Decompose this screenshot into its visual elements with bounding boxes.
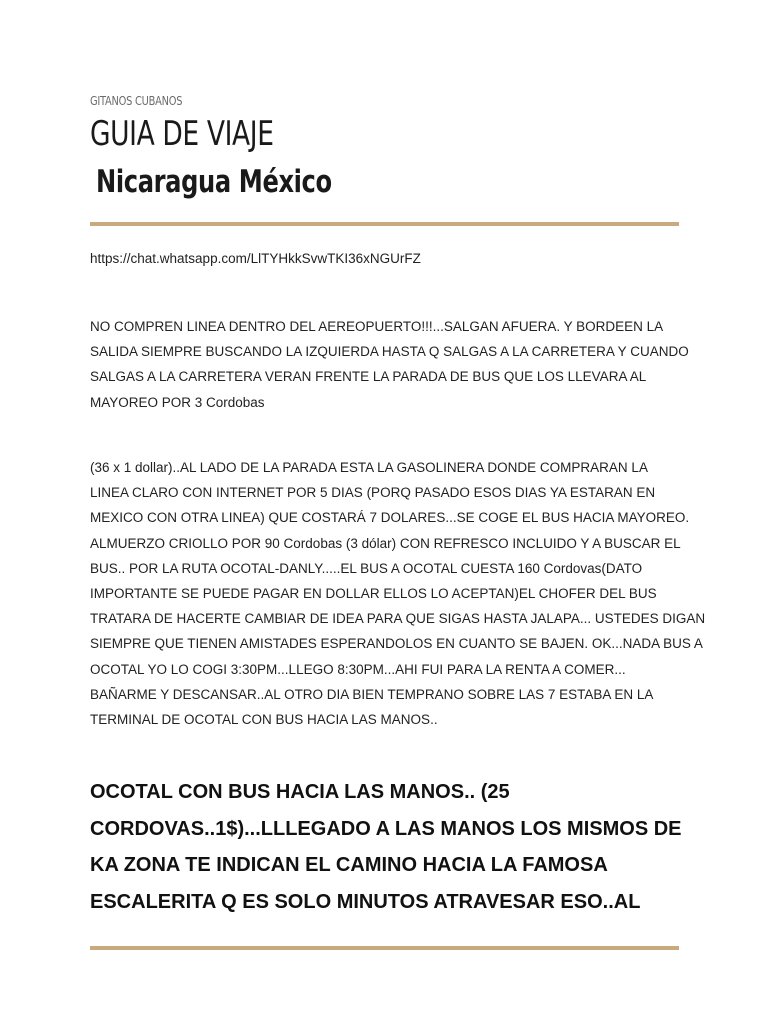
paragraph-2-line: SIEMPRE QUE TIENEN AMISTADES ESPERANDOLOS EN CUANTO SE BAJEN. OK...NADA BUS A xyxy=(90,636,703,652)
top-divider xyxy=(90,222,679,226)
whatsapp-link[interactable]: https://chat.whatsapp.com/LlTYHkkSvwTKI36xNGUrFZ xyxy=(90,251,421,266)
paragraph-2-line: LINEA CLARO CON INTERNET POR 5 DIAS (PORQ PASADO ESOS DIAS YA ESTARAN EN xyxy=(90,485,656,501)
paragraph-2-line: (36 x 1 dollar)..AL LADO DE LA PARADA ESTA LA GASOLINERA DONDE COMPRARAN LA xyxy=(90,460,648,475)
paragraph-1-line: SALGAS A LA CARRETERA VERAN FRENTE LA PARADA DE BUS QUE LOS LLEVARA AL xyxy=(90,369,647,385)
bold-paragraph-line: ESCALERITA Q ES SOLO MINUTOS ATRAVESAR ESO..AL xyxy=(90,890,641,913)
paragraph-2-line: OCOTAL YO LO COGI 3:30PM...LLEGO 8:30PM...AHI FUI PARA LA RENTA A COMER... xyxy=(90,661,626,677)
paragraph-2-line: TRATARA DE HACERTE CAMBIAR DE IDEA PARA QUE SIGAS HASTA JALAPA... USTEDES DIGAN xyxy=(90,611,706,627)
paragraph-2-line: MEXICO CON OTRA LINEA) QUE COSTARÁ 7 DOLARES...SE COGE EL BUS HACIA MAYOREO. xyxy=(90,510,690,526)
paragraph-1 xyxy=(90,314,690,415)
bold-paragraph-line: OCOTAL CON BUS HACIA LAS MANOS.. (25 xyxy=(90,781,510,803)
document-title: GUIA DE VIAJE xyxy=(90,114,274,154)
bold-paragraph-line: CORDOVAS..1$)...LLLEGADO A LAS MANOS LOS MISMOS DE xyxy=(90,817,682,840)
document-kicker: GITANOS CUBANOS xyxy=(90,94,183,108)
paragraph-2-line: BUS.. POR LA RUTA OCOTAL-DANLY.....EL BUS A OCOTAL CUESTA 160 Cordovas(DATO xyxy=(90,560,643,576)
bold-paragraph-line: KA ZONA TE INDICAN EL CAMINO HACIA LA FAMOSA xyxy=(90,854,608,876)
paragraph-1-line: SALIDA SIEMPRE BUSCANDO LA IZQUIERDA HASTA Q SALGAS A LA CARRETERA Y CUANDO xyxy=(90,344,689,360)
paragraph-1-line: NO COMPREN LINEA DENTRO DEL AEREOPUERTO!!!...SALGAN AFUERA. Y BORDEEN LA xyxy=(90,319,664,334)
paragraph-1-line: MAYOREO POR 3 Cordobas xyxy=(90,394,265,410)
paragraph-2-line: ALMUERZO CRIOLLO POR 90 Cordobas (3 dólar) CON REFRESCO INCLUIDO Y A BUSCAR EL xyxy=(90,535,681,551)
paragraph-2-line: BAÑARME Y DESCANSAR..AL OTRO DIA BIEN TEMPRANO SOBRE LAS 7 ESTABA EN LA xyxy=(90,686,654,702)
document-subtitle: Nicaragua México xyxy=(96,164,332,200)
bold-paragraph xyxy=(90,774,690,920)
paragraph-2-line: TERMINAL DE OCOTAL CON BUS HACIA LAS MANOS.. xyxy=(90,712,438,728)
paragraph-2-line: IMPORTANTE SE PUEDE PAGAR EN DOLLAR ELLOS LO ACEPTAN)EL CHOFER DEL BUS xyxy=(90,586,657,602)
bottom-divider xyxy=(90,946,679,950)
paragraph-2 xyxy=(90,455,706,732)
